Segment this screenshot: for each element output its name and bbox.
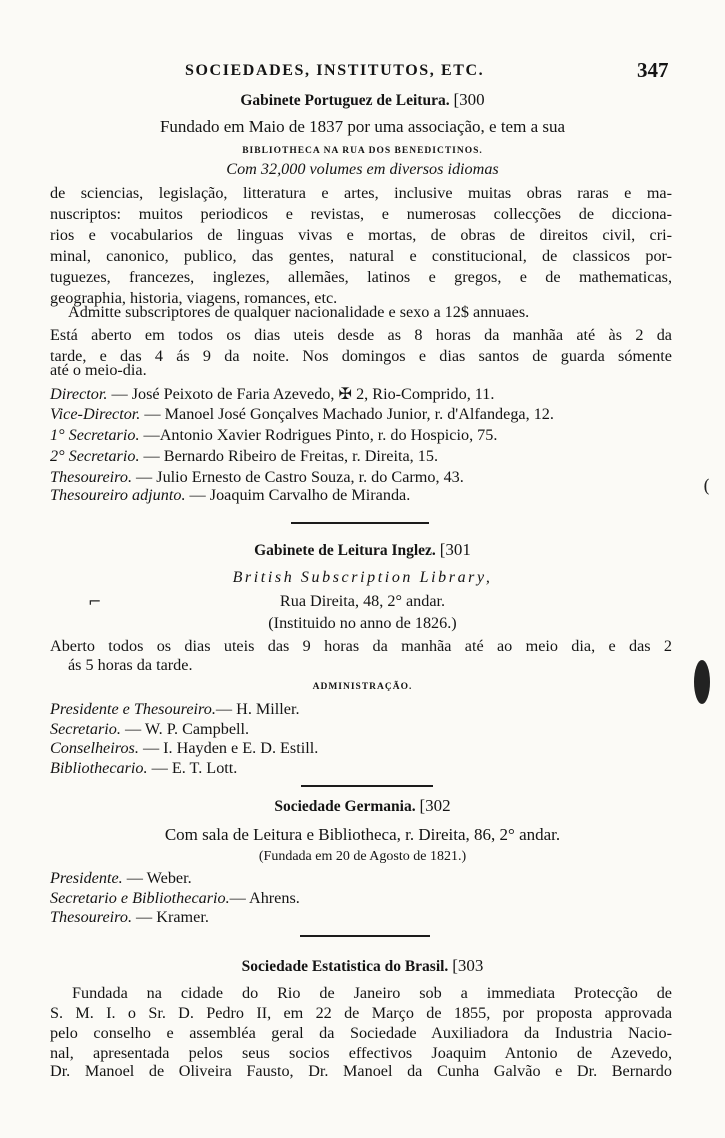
officer-role: Director. <box>50 385 108 403</box>
section-302-title <box>0 796 725 816</box>
officer-role: Thesoureiro. <box>50 468 132 486</box>
paragraph-line: tuguezes, francezes, inglezes, allemães, latinos e gregos, e de mathematicas, <box>50 268 672 286</box>
section-name: Sociedade Germania. <box>274 798 416 815</box>
paragraph-line: Fundado em Maio de 1837 por uma associação, e tem a sua <box>159 117 566 136</box>
section-301-title <box>0 540 725 560</box>
section-code: [302 <box>419 796 451 815</box>
officer-role: Thesoureiro. <box>50 908 132 926</box>
officer-name: — Ahrens. <box>229 889 300 907</box>
paragraph-line: geographia, historia, viagens, romances, etc. <box>50 289 338 307</box>
section-divider <box>291 522 429 524</box>
officer-line <box>50 405 554 424</box>
section-code: [300 <box>453 90 485 109</box>
library-subtitle: British Subscription Library, <box>232 569 493 586</box>
officer-role: Bibliothecario. <box>50 759 148 777</box>
section-name: Gabinete de Leitura Inglez. <box>254 542 436 559</box>
section-name: Gabinete Portuguez de Leitura. <box>240 92 450 109</box>
header-title: SOCIEDADES, INSTITUTOS, ETC. <box>185 62 485 79</box>
paragraph-line: pelo conselho e assembléa geral da Sociedade Auxiliadora da Industria Nacio- <box>50 1024 672 1042</box>
paragraph-line: de sciencias, legislação, litteratura e artes, inclusive muitas obras raras e ma- <box>50 184 672 202</box>
officer-line <box>50 720 249 739</box>
paragraph-line: BIBLIOTHECA NA RUA DOS BENEDICTINOS. <box>242 146 483 156</box>
section-code: [301 <box>439 540 471 559</box>
section-303-title <box>0 956 725 976</box>
officer-name: —Antonio Xavier Rodrigues Pinto, r. do Hospicio, 75. <box>139 426 498 444</box>
officer-name: — I. Hayden e E. D. Estill. <box>138 739 319 757</box>
paragraph-line: tarde, e das 4 ás 9 da noite. Nos domingos e dias santos de guarda sómente <box>50 347 672 365</box>
section-name: Sociedade Estatistica do Brasil. <box>241 958 449 975</box>
founded-note: (Instituido no anno de 1826.) <box>268 614 457 632</box>
paragraph-line: Está aberto em todos os dias uteis desde as 8 horas da manhãa até às 2 da <box>50 326 672 344</box>
officer-name: — José Peixoto de Faria Azevedo, ✠ 2, Rio-Comprido, 11. <box>107 385 495 403</box>
paragraph-line: Fundada na cidade do Rio de Janeiro sob a immediata Protecção de <box>72 984 672 1002</box>
officer-line <box>50 447 438 466</box>
officer-name: — Bernardo Ribeiro de Freitas, r. Direita, 15. <box>139 447 438 465</box>
paragraph-line: S. M. I. o Sr. D. Pedro II, em 22 de Março de 1855, por proposta approvada <box>50 1004 672 1022</box>
officer-line <box>50 908 209 927</box>
margin-pencil-mark: ⌐ <box>88 592 102 611</box>
paragraph-line: Com sala de Leitura e Bibliotheca, r. Direita, 86, 2° andar. <box>164 825 561 844</box>
admin-heading: ADMINISTRAÇÃO. <box>312 682 413 692</box>
officer-line <box>50 384 494 404</box>
officer-role: 1° Secretario. <box>50 426 140 444</box>
paragraph-line: nal, apresentada pelos seus socios effectivos Joaquim Antonio de Azevedo, <box>50 1044 672 1062</box>
officer-name: — Weber. <box>122 869 192 887</box>
officer-line <box>50 426 497 445</box>
officer-role: Presidente. <box>50 869 123 887</box>
paragraph-line: ás 5 horas da tarde. <box>68 656 193 674</box>
officer-role: 2° Secretario. <box>50 447 140 465</box>
paragraph-line: Aberto todos os dias uteis das 9 horas da manhãa até ao meio dia, e das 2 <box>50 637 672 655</box>
officer-role: Presidente e Thesoureiro. <box>50 700 216 718</box>
section-divider <box>300 935 430 937</box>
officer-name: — Manoel José Gonçalves Machado Junior, r. d'Alfandega, 12. <box>140 405 554 423</box>
officer-name: — Kramer. <box>132 908 209 926</box>
officer-role: Secretario e Bibliothecario. <box>50 889 230 907</box>
running-header <box>0 56 725 86</box>
founded-note: (Fundada em 20 de Agosto de 1821.) <box>258 849 467 864</box>
officer-line <box>50 700 300 719</box>
section-divider <box>301 785 433 787</box>
officer-line <box>50 759 237 778</box>
officer-line <box>50 889 300 908</box>
officer-line <box>50 486 410 505</box>
page-number: 347 <box>637 58 669 82</box>
officer-role: Thesoureiro adjunto. <box>50 486 186 504</box>
paragraph-line: nuscriptos: muitos periodicos e revistas, e numerosas collecções de dicciona- <box>50 205 672 223</box>
paragraph-line: Dr. Manoel de Oliveira Fausto, Dr. Manoel da Cunha Galvão e Dr. Bernardo <box>50 1062 672 1080</box>
paragraph-line: até o meio-dia. <box>50 361 147 379</box>
section-code: [303 <box>452 956 484 975</box>
margin-bracket-mark: ( <box>703 476 711 497</box>
paragraph-line: Com 32,000 volumes em diversos idiomas <box>226 160 499 178</box>
officer-line <box>50 468 464 487</box>
margin-ink-blot <box>694 660 710 704</box>
section-300-title <box>0 90 725 110</box>
officer-role: Secretario. <box>50 720 121 738</box>
library-address: Rua Direita, 48, 2° andar. <box>279 592 446 610</box>
officer-line <box>50 869 192 888</box>
officer-name: — E. T. Lott. <box>147 759 238 777</box>
officer-role: Vice-Director. <box>50 405 141 423</box>
officer-name: — W. P. Campbell. <box>120 720 250 738</box>
officer-name: — Julio Ernesto de Castro Souza, r. do Carmo, 43. <box>132 468 464 486</box>
officer-role: Conselheiros. <box>50 739 139 757</box>
paragraph-line: minal, canonico, publico, das gentes, natural e constitucional, de classicos por- <box>50 247 672 265</box>
paragraph-line: Admitte subscriptores de qualquer nacionalidade e sexo a 12$ annuaes. <box>68 303 530 321</box>
officer-line <box>50 739 318 758</box>
paragraph-line: rios e vocabularios de linguas vivas e mortas, de obras de direitos civil, cri- <box>50 226 672 244</box>
officer-name: — Joaquim Carvalho de Miranda. <box>185 486 411 504</box>
officer-name: — H. Miller. <box>215 700 300 718</box>
